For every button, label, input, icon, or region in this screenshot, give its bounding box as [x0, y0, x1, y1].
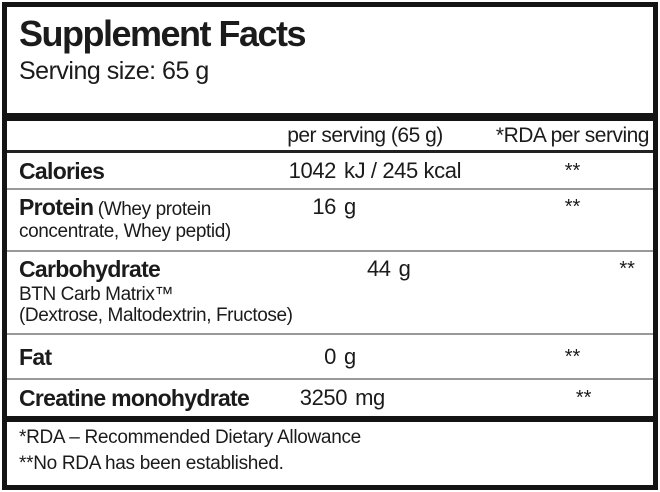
label-header — [7, 7, 653, 113]
nutrient-unit: g — [398, 256, 411, 281]
rda-value: ** — [619, 258, 635, 280]
nutrient-subtext: BTN Carb Matrix™ — [19, 284, 174, 305]
table-row-calories — [7, 153, 653, 188]
nutrient-name-cell — [7, 194, 238, 242]
nutrient-name: Protein — [19, 194, 94, 220]
nutrient-name: Calories — [19, 157, 105, 184]
footnotes — [7, 422, 653, 485]
nutrient-name-cell — [7, 385, 249, 411]
table-row-protein — [7, 188, 653, 250]
nutrient-unit: g — [344, 343, 356, 369]
rda-value: ** — [575, 387, 592, 409]
nutrient-name: Carbohydrate — [19, 256, 161, 282]
nutrient-name-cell — [7, 256, 293, 326]
footnote-rda-definition: *RDA – Recommended Dietary Allowance — [19, 427, 361, 448]
nutrient-name-cell — [7, 344, 238, 370]
rda-column-header: *RDA per serving — [495, 123, 649, 147]
nutrient-name: Creatine monohydrate — [19, 385, 250, 411]
nutrient-amount: 44 — [366, 256, 391, 281]
serving-size: Serving size: 65 g — [19, 57, 209, 85]
divider-thick-top — [7, 113, 653, 121]
footnote-no-rda: **No RDA has been established. — [19, 453, 284, 474]
nutrient-unit: g — [344, 194, 356, 219]
nutrient-subtext: (Dextrose, Maltodextrin, Fructose) — [19, 305, 293, 326]
page-title: Supplement Facts — [19, 13, 306, 54]
nutrient-amount: 1042 — [288, 157, 336, 183]
label-frame — [2, 2, 658, 490]
per-serving-column-header: per serving (65 g) — [287, 123, 443, 147]
nutrient-name-cell — [7, 158, 238, 184]
nutrient-amount: 3250 — [299, 385, 348, 410]
table-row-fat — [7, 333, 653, 378]
table-row-creatine-monohydrate — [7, 378, 653, 416]
table-row-carbohydrate — [7, 250, 653, 333]
nutrient-amount: 16 — [312, 194, 336, 219]
nutrient-name: Fat — [19, 343, 52, 370]
nutrient-unit: kJ / 245 kcal — [344, 157, 462, 183]
nutrient-amount: 0 — [324, 343, 336, 369]
nutrient-subtext: (Whey protein — [97, 199, 211, 220]
rda-value: ** — [564, 345, 581, 368]
rda-value: ** — [564, 159, 581, 182]
column-header-row — [7, 121, 653, 150]
nutrient-subtext: concentrate, Whey peptid) — [19, 221, 231, 242]
nutrient-unit: mg — [355, 385, 385, 410]
rda-value: ** — [564, 196, 581, 218]
